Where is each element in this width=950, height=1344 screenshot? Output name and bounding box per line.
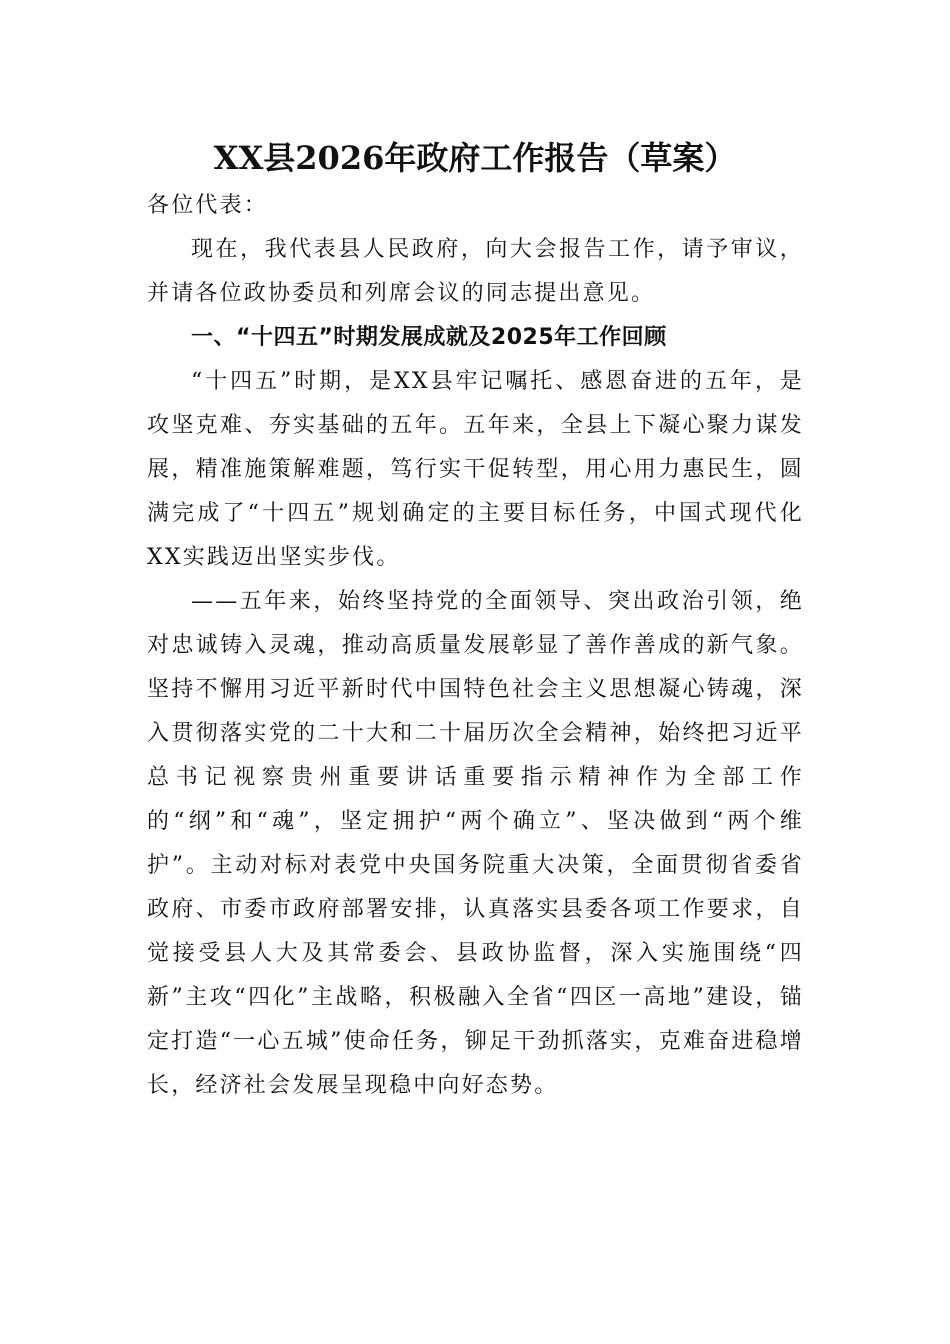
section-heading: 一、“十四五”时期发展成就及2025年工作回顾 <box>191 325 667 350</box>
document-body <box>147 184 804 1108</box>
section-paragraph: “十四五”时期，是XX县牢记嘱托、感恩奋进的五年，是攻坚克难、夯实基础的五年。五年来，全县上下凝心聚力谋发展，精准施策解难题，笃行实干促转型，用心用力惠民生，圆满完成了“十四五”规划确定的主要目标任务，中国式现代化XX实践迈出坚实步伐。 <box>147 369 804 570</box>
document-title: XX县2026年政府工作报告（草案） <box>213 139 737 178</box>
section-paragraph: ——五年来，始终坚持党的全面领导、突出政治引领，绝对忠诚铸入灵魂，推动高质量发展彰显了善作善成的新气象。坚持不懈用习近平新时代中国特色社会主义思想凝心铸魂，深入贯彻落实党的二十大和二十届历次全会精神，始终把习近平总书记视察贵州重要讲话重要指示精神作为全部工作的“纲”和“魂”，坚定拥护“两个确立”、坚决做到“两个维护”。主动对标对表党中央国务院重大决策，全面贯彻省委省政府、市委市政府部署安排，认真落实县委各项工作要求，自觉接受县人大及其常委会、县政协监督，深入实施围绕“四新”主攻“四化”主战略，积极融入全省“四区一高地”建设，锚定打造“一心五城”使命任务，铆足干劲抓落实，克难奋进稳增长，经济社会发展呈现稳中向好态势。 <box>147 589 804 1098</box>
salutation: 各位代表： <box>147 193 269 218</box>
opening-paragraph: 现在，我代表县人民政府，向大会报告工作，请予审议，并请各位政协委员和列席会议的同志提出意见。 <box>147 237 804 306</box>
